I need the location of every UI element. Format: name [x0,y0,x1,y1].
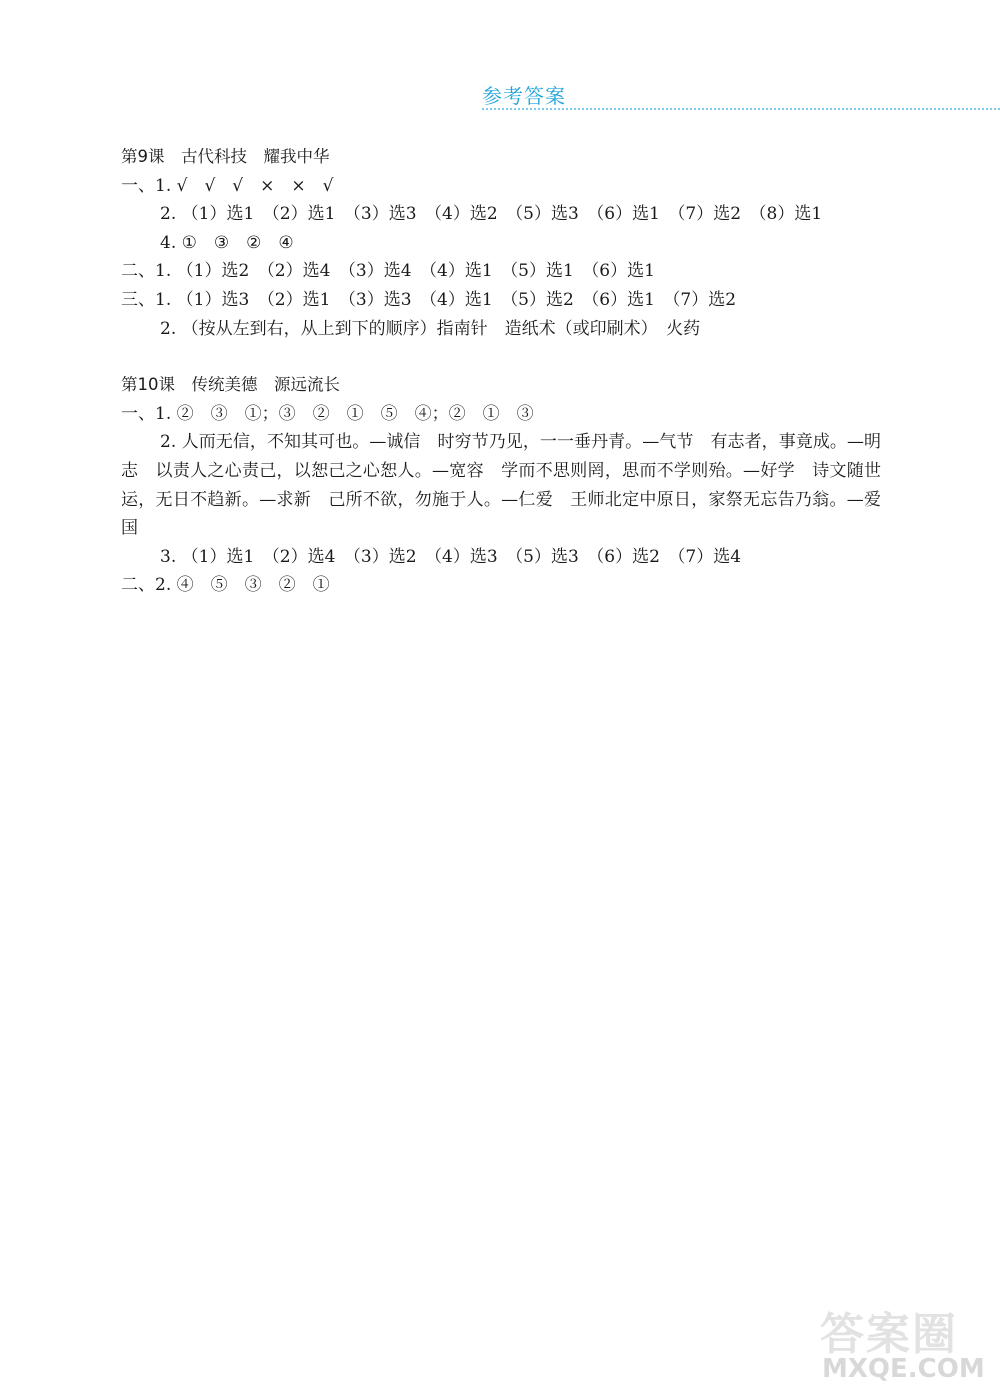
lesson-9-answer-line: 三、1. （1）选3 （2）选1 （3）选3 （4）选1 （5）选2 （6）选1 （7）选2 [121,289,737,310]
page-header [482,78,1000,112]
lesson-9-answer-line: 一、1. √ √ √ × × √ [121,175,334,196]
lesson-9-answer-line: 二、1. （1）选2 （2）选4 （3）选4 （4）选1 （5）选1 （6）选1 [121,261,655,282]
lesson-9-answer-line: 2. （按从左到右，从上到下的顺序）指南针 造纸术（或印刷术） 火药 [160,318,701,339]
lesson-10-answer-line: 一、1. ② ③ ①；③ ② ① ⑤ ④；② ① ③ [121,403,534,424]
lesson-10-title: 第10课 传统美德 源远流长 [121,375,340,395]
lesson-10-answer-line: 二、2. ④ ⑤ ③ ② ① [121,575,330,596]
header-dotted-rule [482,108,1000,110]
section-gap [121,343,881,371]
page-title: 参考答案 [482,84,566,108]
lesson-9-title: 第9课 古代科技 耀我中华 [121,147,330,166]
lesson-9-answer-line: 2. （1）选1 （2）选1 （3）选3 （4）选2 （5）选3 （6）选1 （7）选2 （8）选1 [160,204,823,225]
lesson-10-quotes-text: 2. 人而无信，不知其可也。—诚信 时穷节乃见，一一垂丹青。—气节 有志者，事竟成。—明志 以责人之心责己，以恕己之心恕人。—宽容 学而不思则罔，思而不学则殆。—好学 诗文随世运，无日不趋新。—求新 己所不欲，勿施于人。—仁爱 王师北定中原日，家祭无忘告乃翁。—爱国 [121,432,881,539]
answer-content [121,143,881,600]
watermark-logo [820,1298,990,1388]
watermark-text: 答案圈 [820,1309,958,1360]
lesson-10-quotes-paragraph [121,428,881,542]
lesson-10-answer-line: 3. （1）选1 （2）选4 （3）选2 （4）选3 （5）选3 （6）选2 （7）选4 [160,546,742,567]
watermark-url: MXQE.COM [822,1354,985,1384]
lesson-9-answer-line: 4. ① ③ ② ④ [160,232,294,253]
